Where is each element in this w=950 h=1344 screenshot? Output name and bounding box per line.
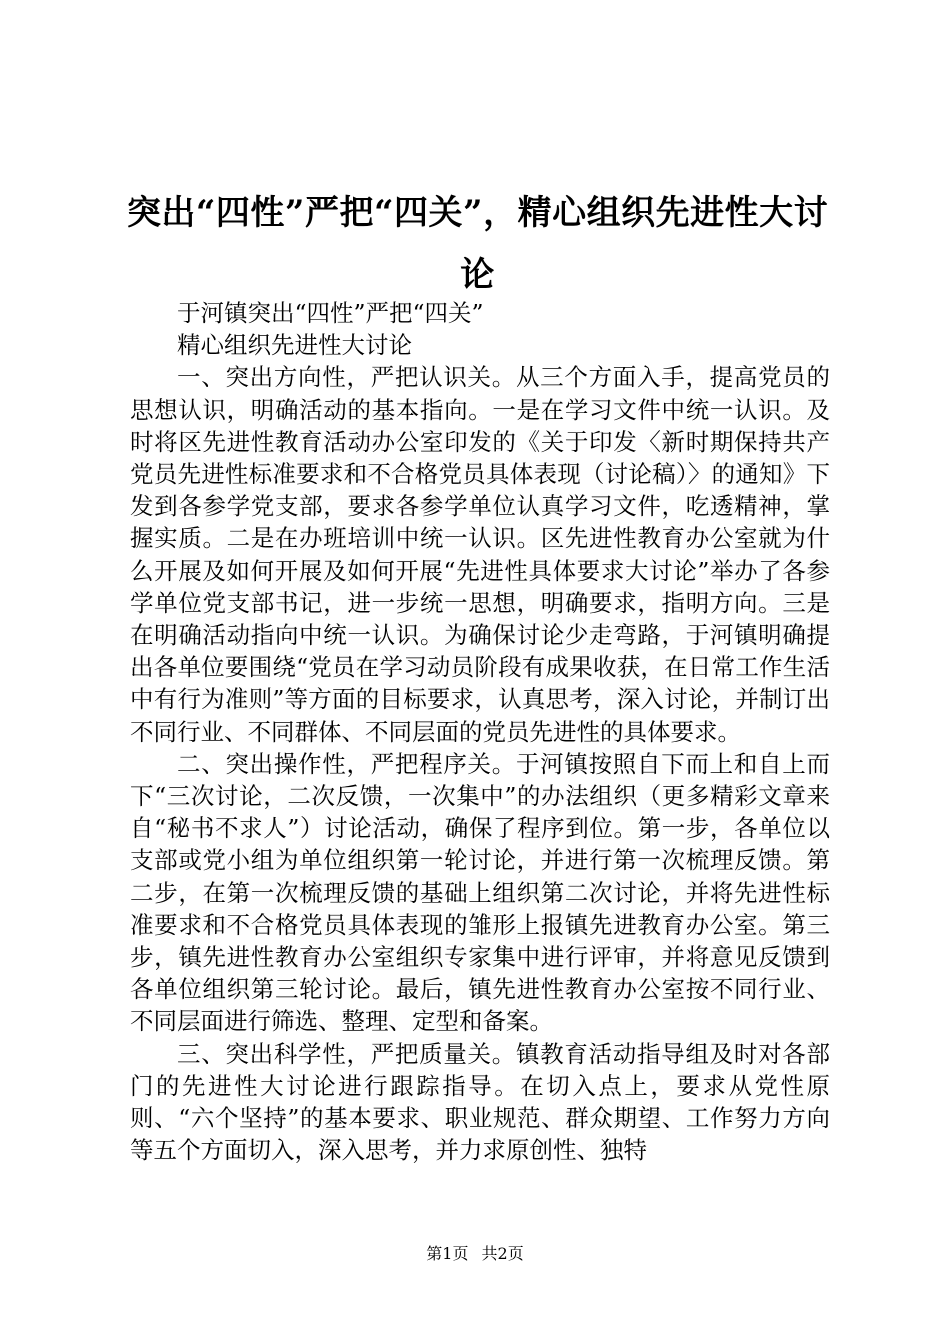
document-body xyxy=(130,297,830,1166)
paragraph-1: 一、突出方向性，严把认识关。从三个方面入手，提高党员的思想认识，明确活动的基本指向。一是在学习文件中统一认识。及时将区先进性教育活动办公室印发的《关于印发〈新时期保持共产党员先进性标准要求和不合格党员具体表现（讨论稿）〉的通知》下发到各参学党支部，要求各参学单位认真学习文件，吃透精神，掌握实质。二是在办班培训中统一认识。区先进性教育办公室就为什么开展及如何开展及如何开展“先进性具体要求大讨论”举办了各参学单位党支部书记，进一步统一思想，明确要求，指明方向。三是在明确活动指向中统一认识。为确保讨论少走弯路，于河镇明确提出各单位要围绕“党员在学习动员阶段有成果收获，在日常工作生活中有行为准则”等方面的目标要求，认真思考，深入讨论，并制订出不同行业、不同群体、不同层面的党员先进性的具体要求。 xyxy=(130,363,830,746)
page-number-total: 共2页 xyxy=(481,1244,524,1263)
paragraph-3: 三、突出科学性，严把质量关。镇教育活动指导组及时对各部门的先进性大讨论进行跟踪指导。在切入点上，要求从党性原则、“六个坚持”的基本要求、职业规范、群众期望、工作努力方向等五个方面切入，深入思考，并力求原创性、独特 xyxy=(130,1039,830,1165)
subtitle-line-1: 于河镇突出“四性”严把“四关” xyxy=(177,299,484,327)
page-number-current: 第1页 xyxy=(426,1244,469,1263)
document-title: 突出“四性”严把“四关”，精心组织先进性大讨论 xyxy=(126,193,829,295)
page-footer xyxy=(0,1244,950,1264)
subtitle-line-2: 精心组织先进性大讨论 xyxy=(177,331,412,360)
paragraph-2: 二、突出操作性，严把程序关。于河镇按照自下而上和自上而下“三次讨论，二次反馈，一次集中”的办法组织（更多精彩文章来自“秘书不求人”）讨论活动，确保了程序到位。第一步，各单位以支部或党小组为单位组织第一轮讨论，并进行第一次梳理反馈。第二步，在第一次梳理反馈的基础上组织第二次讨论，并将先进性标准要求和不合格党员具体表现的雏形上报镇先进教育办公室。第三步，镇先进性教育办公室组织专家集中进行评审，并将意见反馈到各单位组织第三轮讨论。最后，镇先进性教育办公室按不同行业、不同层面进行筛选、整理、定型和备案。 xyxy=(130,749,830,1036)
